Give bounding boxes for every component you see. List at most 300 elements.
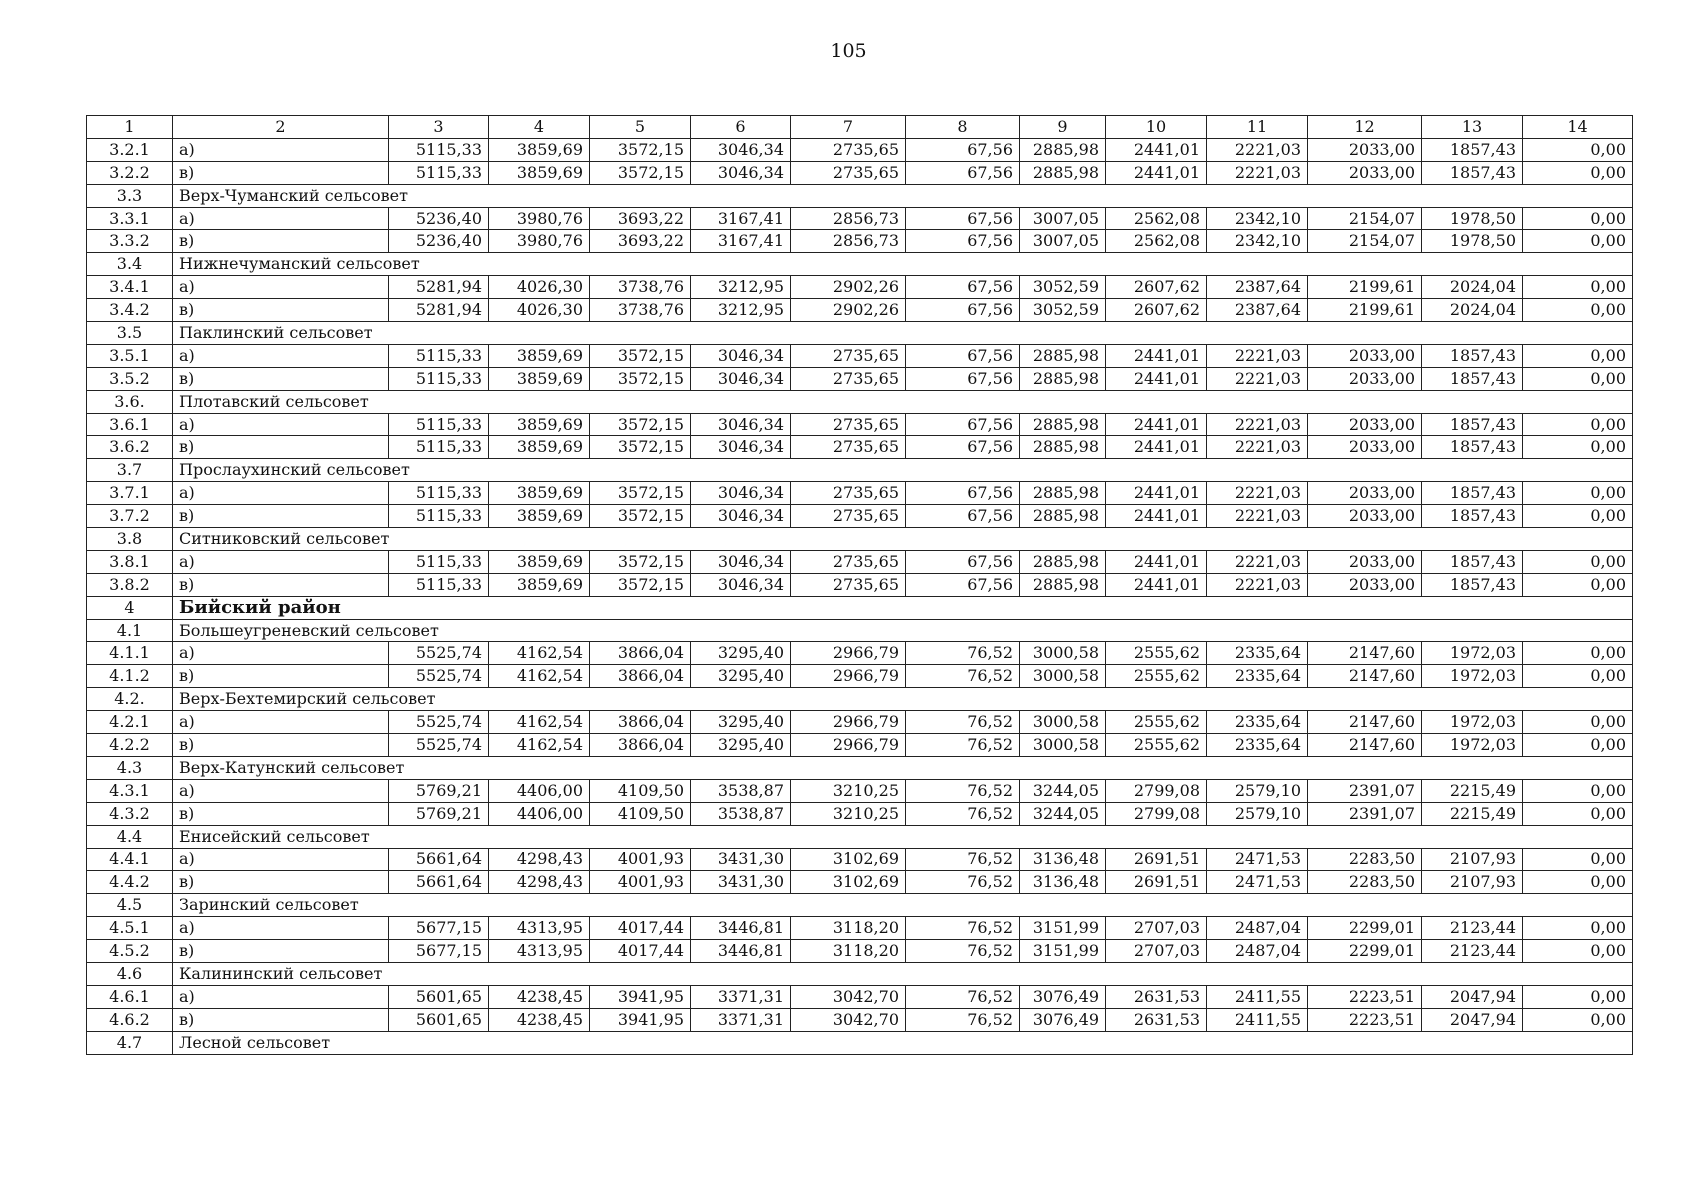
- value-cell: 2885,98: [1020, 413, 1106, 436]
- value-cell: 2024,04: [1422, 276, 1523, 299]
- row-number-cell: 3.6.: [87, 390, 173, 413]
- value-cell: 5525,74: [389, 734, 489, 757]
- value-cell: 67,56: [906, 207, 1020, 230]
- section-header-row: [87, 184, 1633, 207]
- row-label-cell: а): [173, 207, 389, 230]
- value-cell: 3212,95: [691, 299, 791, 322]
- row-label-cell: в): [173, 367, 389, 390]
- value-cell: 2024,04: [1422, 299, 1523, 322]
- value-cell: 2885,98: [1020, 138, 1106, 161]
- section-name: Калининский сельсовет: [173, 962, 1633, 985]
- header-cell: 11: [1207, 116, 1308, 139]
- value-cell: 0,00: [1523, 505, 1633, 528]
- value-cell: 2223,51: [1308, 1008, 1422, 1031]
- row-number-cell: 3.6.1: [87, 413, 173, 436]
- value-cell: 76,52: [906, 711, 1020, 734]
- value-cell: 67,56: [906, 436, 1020, 459]
- value-cell: 3295,40: [691, 711, 791, 734]
- value-cell: 3046,34: [691, 550, 791, 573]
- value-cell: 76,52: [906, 917, 1020, 940]
- value-cell: 3538,87: [691, 779, 791, 802]
- row-number-cell: 4.5.1: [87, 917, 173, 940]
- row-number-cell: 4.7: [87, 1031, 173, 1054]
- value-cell: 2579,10: [1207, 802, 1308, 825]
- value-cell: 2441,01: [1106, 344, 1207, 367]
- value-cell: 3572,15: [590, 138, 691, 161]
- value-cell: 3007,05: [1020, 207, 1106, 230]
- value-cell: 2631,53: [1106, 1008, 1207, 1031]
- value-cell: 1857,43: [1422, 413, 1523, 436]
- value-cell: 0,00: [1523, 871, 1633, 894]
- section-header-row: [87, 894, 1633, 917]
- row-number-cell: 3.2.2: [87, 161, 173, 184]
- value-cell: 2441,01: [1106, 367, 1207, 390]
- value-cell: 3941,95: [590, 985, 691, 1008]
- value-cell: 2221,03: [1207, 573, 1308, 596]
- value-cell: 5115,33: [389, 367, 489, 390]
- value-cell: 2555,62: [1106, 711, 1207, 734]
- value-cell: 3738,76: [590, 299, 691, 322]
- value-cell: 3446,81: [691, 940, 791, 963]
- value-cell: 2391,07: [1308, 779, 1422, 802]
- table-row: [87, 276, 1633, 299]
- value-cell: 4162,54: [489, 734, 590, 757]
- table-row: [87, 367, 1633, 390]
- value-cell: 2033,00: [1308, 550, 1422, 573]
- value-cell: 3046,34: [691, 161, 791, 184]
- value-cell: 0,00: [1523, 550, 1633, 573]
- row-label-cell: в): [173, 802, 389, 825]
- table-body: [87, 116, 1633, 1055]
- value-cell: 0,00: [1523, 573, 1633, 596]
- row-label-cell: в): [173, 505, 389, 528]
- row-number-cell: 3.3.1: [87, 207, 173, 230]
- value-cell: 76,52: [906, 802, 1020, 825]
- value-cell: 2735,65: [791, 344, 906, 367]
- value-cell: 5115,33: [389, 436, 489, 459]
- value-cell: 2221,03: [1207, 413, 1308, 436]
- row-label-cell: а): [173, 413, 389, 436]
- value-cell: 3046,34: [691, 573, 791, 596]
- value-cell: 0,00: [1523, 299, 1633, 322]
- row-label-cell: в): [173, 299, 389, 322]
- value-cell: 2147,60: [1308, 711, 1422, 734]
- value-cell: 2199,61: [1308, 276, 1422, 299]
- value-cell: 2691,51: [1106, 871, 1207, 894]
- value-cell: 2123,44: [1422, 917, 1523, 940]
- value-cell: 2047,94: [1422, 1008, 1523, 1031]
- row-label-cell: а): [173, 344, 389, 367]
- value-cell: 2221,03: [1207, 482, 1308, 505]
- value-cell: 2735,65: [791, 573, 906, 596]
- value-cell: 3538,87: [691, 802, 791, 825]
- value-cell: 2335,64: [1207, 642, 1308, 665]
- value-cell: 3007,05: [1020, 230, 1106, 253]
- value-cell: 3046,34: [691, 138, 791, 161]
- value-cell: 2107,93: [1422, 871, 1523, 894]
- value-cell: 3042,70: [791, 985, 906, 1008]
- value-cell: 5661,64: [389, 871, 489, 894]
- value-cell: 5115,33: [389, 161, 489, 184]
- value-cell: 2283,50: [1308, 871, 1422, 894]
- value-cell: 0,00: [1523, 276, 1633, 299]
- table-row: [87, 871, 1633, 894]
- value-cell: 3046,34: [691, 482, 791, 505]
- row-label-cell: в): [173, 436, 389, 459]
- section-name: Заринский сельсовет: [173, 894, 1633, 917]
- row-label-cell: в): [173, 1008, 389, 1031]
- row-label-cell: в): [173, 734, 389, 757]
- value-cell: 2335,64: [1207, 711, 1308, 734]
- row-label-cell: в): [173, 940, 389, 963]
- table-row: [87, 665, 1633, 688]
- column-number-header-row: [87, 116, 1633, 139]
- value-cell: 5525,74: [389, 665, 489, 688]
- value-cell: 2735,65: [791, 550, 906, 573]
- value-cell: 2471,53: [1207, 871, 1308, 894]
- table-row: [87, 573, 1633, 596]
- value-cell: 3052,59: [1020, 276, 1106, 299]
- value-cell: 67,56: [906, 413, 1020, 436]
- value-cell: 3118,20: [791, 940, 906, 963]
- section-name: Плотавский сельсовет: [173, 390, 1633, 413]
- section-header-row: [87, 1031, 1633, 1054]
- table-row: [87, 1008, 1633, 1031]
- row-number-cell: 3.4.1: [87, 276, 173, 299]
- row-number-cell: 3.2.1: [87, 138, 173, 161]
- value-cell: 3859,69: [489, 138, 590, 161]
- table-row: [87, 550, 1633, 573]
- row-label-cell: в): [173, 665, 389, 688]
- value-cell: 5236,40: [389, 207, 489, 230]
- table-row: [87, 985, 1633, 1008]
- value-cell: 0,00: [1523, 138, 1633, 161]
- value-cell: 2033,00: [1308, 436, 1422, 459]
- row-number-cell: 4.6.2: [87, 1008, 173, 1031]
- value-cell: 2487,04: [1207, 940, 1308, 963]
- row-label-cell: в): [173, 573, 389, 596]
- section-header-row: [87, 756, 1633, 779]
- section-name: Ситниковский сельсовет: [173, 528, 1633, 551]
- value-cell: 5115,33: [389, 344, 489, 367]
- row-label-cell: а): [173, 711, 389, 734]
- row-label-cell: а): [173, 550, 389, 573]
- row-number-cell: 4.1.2: [87, 665, 173, 688]
- value-cell: 2223,51: [1308, 985, 1422, 1008]
- value-cell: 2154,07: [1308, 207, 1422, 230]
- value-cell: 2441,01: [1106, 573, 1207, 596]
- value-cell: 3866,04: [590, 734, 691, 757]
- header-cell: 3: [389, 116, 489, 139]
- table-row: [87, 802, 1633, 825]
- value-cell: 0,00: [1523, 344, 1633, 367]
- value-cell: 0,00: [1523, 711, 1633, 734]
- value-cell: 1857,43: [1422, 138, 1523, 161]
- value-cell: 5236,40: [389, 230, 489, 253]
- value-cell: 5677,15: [389, 917, 489, 940]
- row-number-cell: 3.8: [87, 528, 173, 551]
- row-number-cell: 3.7.2: [87, 505, 173, 528]
- value-cell: 2885,98: [1020, 550, 1106, 573]
- value-cell: 4162,54: [489, 665, 590, 688]
- value-cell: 2579,10: [1207, 779, 1308, 802]
- row-label-cell: а): [173, 779, 389, 802]
- value-cell: 76,52: [906, 985, 1020, 1008]
- section-header-row: [87, 528, 1633, 551]
- value-cell: 0,00: [1523, 665, 1633, 688]
- value-cell: 2885,98: [1020, 505, 1106, 528]
- value-cell: 3244,05: [1020, 779, 1106, 802]
- value-cell: 1972,03: [1422, 711, 1523, 734]
- value-cell: 2299,01: [1308, 940, 1422, 963]
- value-cell: 2221,03: [1207, 367, 1308, 390]
- header-cell: 2: [173, 116, 389, 139]
- value-cell: 3295,40: [691, 734, 791, 757]
- header-cell: 5: [590, 116, 691, 139]
- value-cell: 2885,98: [1020, 367, 1106, 390]
- value-cell: 76,52: [906, 665, 1020, 688]
- value-cell: 3076,49: [1020, 1008, 1106, 1031]
- value-cell: 2735,65: [791, 505, 906, 528]
- value-cell: 2735,65: [791, 138, 906, 161]
- value-cell: 2221,03: [1207, 138, 1308, 161]
- value-cell: 4238,45: [489, 985, 590, 1008]
- table-row: [87, 779, 1633, 802]
- value-cell: 2335,64: [1207, 734, 1308, 757]
- value-cell: 2215,49: [1422, 802, 1523, 825]
- row-number-cell: 3.7: [87, 459, 173, 482]
- table-row: [87, 161, 1633, 184]
- value-cell: 3000,58: [1020, 642, 1106, 665]
- value-cell: 0,00: [1523, 642, 1633, 665]
- value-cell: 1857,43: [1422, 161, 1523, 184]
- value-cell: 0,00: [1523, 482, 1633, 505]
- value-cell: 2147,60: [1308, 642, 1422, 665]
- header-cell: 12: [1308, 116, 1422, 139]
- value-cell: 4313,95: [489, 917, 590, 940]
- value-cell: 3046,34: [691, 367, 791, 390]
- value-cell: 3136,48: [1020, 871, 1106, 894]
- value-cell: 3693,22: [590, 230, 691, 253]
- value-cell: 1857,43: [1422, 505, 1523, 528]
- value-cell: 2033,00: [1308, 138, 1422, 161]
- value-cell: 3866,04: [590, 665, 691, 688]
- value-cell: 5281,94: [389, 276, 489, 299]
- value-cell: 76,52: [906, 848, 1020, 871]
- value-cell: 5661,64: [389, 848, 489, 871]
- value-cell: 76,52: [906, 940, 1020, 963]
- value-cell: 2799,08: [1106, 779, 1207, 802]
- value-cell: 3167,41: [691, 230, 791, 253]
- header-cell: 9: [1020, 116, 1106, 139]
- section-name: Верх-Катунский сельсовет: [173, 756, 1633, 779]
- row-number-cell: 4.3.1: [87, 779, 173, 802]
- value-cell: 2441,01: [1106, 482, 1207, 505]
- value-cell: 2555,62: [1106, 642, 1207, 665]
- table-row: [87, 711, 1633, 734]
- section-name: Паклинский сельсовет: [173, 322, 1633, 345]
- value-cell: 67,56: [906, 344, 1020, 367]
- value-cell: 3102,69: [791, 848, 906, 871]
- value-cell: 2885,98: [1020, 573, 1106, 596]
- value-cell: 5525,74: [389, 711, 489, 734]
- value-cell: 5115,33: [389, 482, 489, 505]
- row-number-cell: 3.7.1: [87, 482, 173, 505]
- value-cell: 2221,03: [1207, 550, 1308, 573]
- value-cell: 2735,65: [791, 482, 906, 505]
- value-cell: 5115,33: [389, 573, 489, 596]
- value-cell: 67,56: [906, 161, 1020, 184]
- row-number-cell: 4.4.1: [87, 848, 173, 871]
- value-cell: 2441,01: [1106, 161, 1207, 184]
- row-number-cell: 4.3: [87, 756, 173, 779]
- value-cell: 2885,98: [1020, 161, 1106, 184]
- value-cell: 2335,64: [1207, 665, 1308, 688]
- value-cell: 1978,50: [1422, 207, 1523, 230]
- value-cell: 2154,07: [1308, 230, 1422, 253]
- value-cell: 3431,30: [691, 871, 791, 894]
- value-cell: 2147,60: [1308, 734, 1422, 757]
- value-cell: 2441,01: [1106, 413, 1207, 436]
- value-cell: 76,52: [906, 734, 1020, 757]
- value-cell: 0,00: [1523, 848, 1633, 871]
- value-cell: 3210,25: [791, 802, 906, 825]
- value-cell: 1857,43: [1422, 482, 1523, 505]
- row-number-cell: 3.5: [87, 322, 173, 345]
- value-cell: 0,00: [1523, 779, 1633, 802]
- value-cell: 2033,00: [1308, 344, 1422, 367]
- row-number-cell: 4.2.1: [87, 711, 173, 734]
- value-cell: 3371,31: [691, 985, 791, 1008]
- section-name: Прослаухинский сельсовет: [173, 459, 1633, 482]
- value-cell: 5677,15: [389, 940, 489, 963]
- value-cell: 76,52: [906, 779, 1020, 802]
- value-cell: 5601,65: [389, 1008, 489, 1031]
- section-header-row: [87, 322, 1633, 345]
- value-cell: 4026,30: [489, 276, 590, 299]
- section-header-row: [87, 962, 1633, 985]
- value-cell: 3859,69: [489, 505, 590, 528]
- value-cell: 2966,79: [791, 665, 906, 688]
- value-cell: 67,56: [906, 505, 1020, 528]
- value-cell: 3572,15: [590, 550, 691, 573]
- value-cell: 2902,26: [791, 299, 906, 322]
- section-header-row: [87, 459, 1633, 482]
- row-number-cell: 4.3.2: [87, 802, 173, 825]
- value-cell: 2342,10: [1207, 207, 1308, 230]
- value-cell: 2033,00: [1308, 413, 1422, 436]
- value-cell: 2966,79: [791, 642, 906, 665]
- value-cell: 0,00: [1523, 207, 1633, 230]
- value-cell: 4001,93: [590, 871, 691, 894]
- value-cell: 5601,65: [389, 985, 489, 1008]
- header-cell: 10: [1106, 116, 1207, 139]
- value-cell: 2441,01: [1106, 505, 1207, 528]
- table-row: [87, 848, 1633, 871]
- value-cell: 3371,31: [691, 1008, 791, 1031]
- header-cell: 8: [906, 116, 1020, 139]
- row-label-cell: в): [173, 871, 389, 894]
- value-cell: 2283,50: [1308, 848, 1422, 871]
- value-cell: 3859,69: [489, 482, 590, 505]
- value-cell: 2555,62: [1106, 734, 1207, 757]
- value-cell: 4313,95: [489, 940, 590, 963]
- value-cell: 67,56: [906, 367, 1020, 390]
- value-cell: 5115,33: [389, 550, 489, 573]
- row-number-cell: 3.5.2: [87, 367, 173, 390]
- district-header-row: [87, 596, 1633, 619]
- value-cell: 2966,79: [791, 711, 906, 734]
- value-cell: 3431,30: [691, 848, 791, 871]
- table-row: [87, 482, 1633, 505]
- value-cell: 76,52: [906, 642, 1020, 665]
- value-cell: 5525,74: [389, 642, 489, 665]
- value-cell: 2391,07: [1308, 802, 1422, 825]
- section-name: Большеугреневский сельсовет: [173, 619, 1633, 642]
- value-cell: 0,00: [1523, 985, 1633, 1008]
- value-cell: 3859,69: [489, 367, 590, 390]
- value-cell: 2342,10: [1207, 230, 1308, 253]
- header-cell: 13: [1422, 116, 1523, 139]
- value-cell: 1857,43: [1422, 436, 1523, 459]
- value-cell: 0,00: [1523, 917, 1633, 940]
- value-cell: 3980,76: [489, 207, 590, 230]
- value-cell: 3052,59: [1020, 299, 1106, 322]
- value-cell: 3693,22: [590, 207, 691, 230]
- value-cell: 2735,65: [791, 413, 906, 436]
- value-cell: 2885,98: [1020, 482, 1106, 505]
- value-cell: 4109,50: [590, 779, 691, 802]
- value-cell: 5769,21: [389, 779, 489, 802]
- value-cell: 2966,79: [791, 734, 906, 757]
- value-cell: 0,00: [1523, 734, 1633, 757]
- value-cell: 67,56: [906, 299, 1020, 322]
- value-cell: 67,56: [906, 482, 1020, 505]
- value-cell: 3136,48: [1020, 848, 1106, 871]
- table-row: [87, 413, 1633, 436]
- value-cell: 3000,58: [1020, 665, 1106, 688]
- value-cell: 2471,53: [1207, 848, 1308, 871]
- row-label-cell: а): [173, 276, 389, 299]
- value-cell: 2691,51: [1106, 848, 1207, 871]
- table-row: [87, 734, 1633, 757]
- value-cell: 3859,69: [489, 344, 590, 367]
- value-cell: 2221,03: [1207, 436, 1308, 459]
- value-cell: 2299,01: [1308, 917, 1422, 940]
- value-cell: 0,00: [1523, 413, 1633, 436]
- value-cell: 67,56: [906, 276, 1020, 299]
- value-cell: 3076,49: [1020, 985, 1106, 1008]
- row-number-cell: 3.4: [87, 253, 173, 276]
- table-row: [87, 505, 1633, 528]
- value-cell: 2107,93: [1422, 848, 1523, 871]
- value-cell: 4406,00: [489, 802, 590, 825]
- row-number-cell: 4.4: [87, 825, 173, 848]
- table-row: [87, 138, 1633, 161]
- value-cell: 67,56: [906, 573, 1020, 596]
- value-cell: 1972,03: [1422, 642, 1523, 665]
- value-cell: 5115,33: [389, 138, 489, 161]
- value-cell: 3167,41: [691, 207, 791, 230]
- value-cell: 2411,55: [1207, 1008, 1308, 1031]
- row-number-cell: 4.6: [87, 962, 173, 985]
- value-cell: 3151,99: [1020, 940, 1106, 963]
- table-row: [87, 642, 1633, 665]
- value-cell: 2735,65: [791, 161, 906, 184]
- row-label-cell: в): [173, 230, 389, 253]
- row-label-cell: в): [173, 161, 389, 184]
- district-name: Бийский район: [173, 596, 1633, 619]
